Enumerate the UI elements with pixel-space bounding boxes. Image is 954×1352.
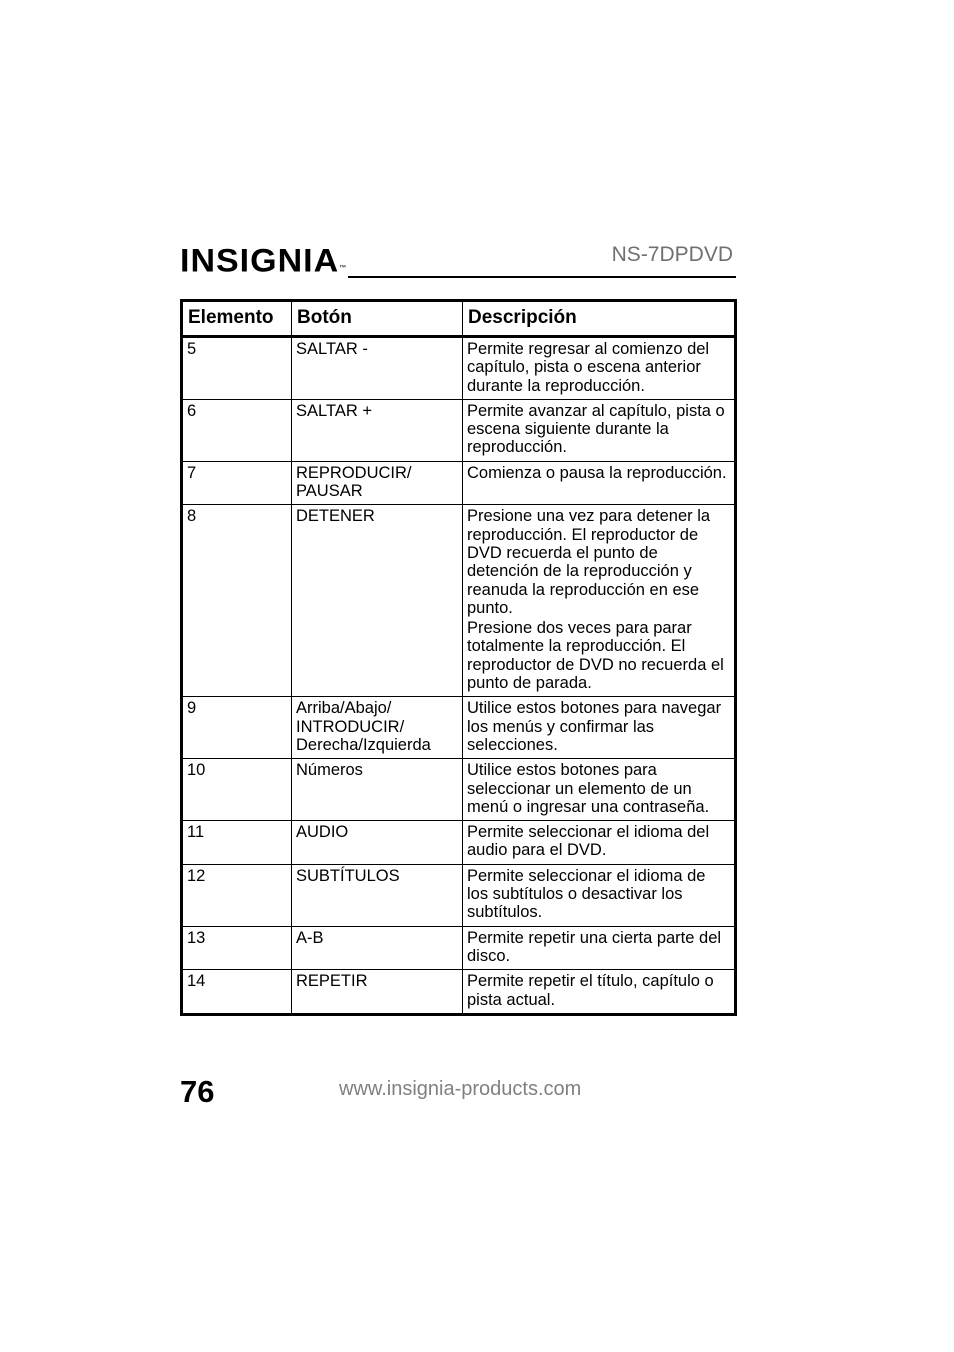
insignia-logo xyxy=(180,244,346,278)
button-description-table xyxy=(180,299,737,1016)
cell-elemento: 9 xyxy=(182,697,292,759)
table-body xyxy=(182,337,736,1015)
cell-boton: A-B xyxy=(292,926,463,970)
cell-boton: DETENER xyxy=(292,505,463,697)
table-header-row xyxy=(182,301,736,337)
page-number: 76 xyxy=(180,1074,215,1109)
table-row xyxy=(182,697,736,759)
model-number: NS-7DPDVD xyxy=(611,243,733,266)
cell-boton: REPRODUCIR/ PAUSAR xyxy=(292,461,463,505)
footer-url: www.insignia-products.com xyxy=(339,1078,582,1100)
description-paragraph: Utilice estos botones para navegar los menús y confirmar las selecciones. xyxy=(467,699,722,754)
cell-boton: REPETIR xyxy=(292,970,463,1015)
cell-elemento: 7 xyxy=(182,461,292,505)
cell-elemento: 13 xyxy=(182,926,292,970)
cell-elemento: 8 xyxy=(182,505,292,697)
cell-elemento: 10 xyxy=(182,759,292,821)
table-row xyxy=(182,399,736,461)
cell-boton: Números xyxy=(292,759,463,821)
description-paragraph: Comienza o pausa la reproducción. xyxy=(467,463,727,482)
cell-boton: SALTAR + xyxy=(292,399,463,461)
table-row xyxy=(182,461,736,505)
description-paragraph: Presione dos veces para parar totalmente la reproducción. El reproductor de DVD no recuerda el punto de parada. xyxy=(467,619,724,693)
table-row xyxy=(182,759,736,821)
logo-trademark: ™ xyxy=(339,264,347,272)
cell-elemento: 14 xyxy=(182,970,292,1015)
logo-text: INSIGNIA xyxy=(180,243,340,280)
cell-descripcion xyxy=(463,970,736,1015)
page-header xyxy=(180,238,736,282)
cell-boton: Arriba/Abajo/ INTRODUCIR/ Derecha/Izquierda xyxy=(292,697,463,759)
table-row xyxy=(182,970,736,1015)
table-row xyxy=(182,926,736,970)
cell-elemento: 6 xyxy=(182,399,292,461)
table-row xyxy=(182,821,736,865)
cell-descripcion xyxy=(463,864,736,926)
table-row xyxy=(182,505,736,697)
cell-boton: AUDIO xyxy=(292,821,463,865)
description-paragraph: Permite avanzar al capítulo, pista o escena siguiente durante la reproducción. xyxy=(467,401,725,457)
description-paragraph: Permite repetir el título, capítulo o pista actual. xyxy=(467,972,714,1009)
cell-descripcion xyxy=(463,697,736,759)
description-paragraph: Presione una vez para detener la reproducción. El reproductor de DVD recuerda el punto de detención de la reproducción y reanuda la reproducción en ese punto. xyxy=(467,507,711,617)
cell-boton: SUBTÍTULOS xyxy=(292,864,463,926)
description-paragraph: Utilice estos botones para seleccionar un elemento de un menú o ingresar una contraseña. xyxy=(467,761,710,816)
cell-descripcion xyxy=(463,759,736,821)
cell-descripcion xyxy=(463,337,736,400)
cell-elemento: 12 xyxy=(182,864,292,926)
cell-descripcion xyxy=(463,505,736,697)
cell-elemento: 5 xyxy=(182,337,292,400)
description-paragraph: Permite repetir una cierta parte del disco. xyxy=(467,928,722,965)
table-row xyxy=(182,337,736,400)
table-row xyxy=(182,864,736,926)
description-paragraph: Permite seleccionar el idioma del audio para el DVD. xyxy=(467,823,710,860)
cell-boton: SALTAR - xyxy=(292,337,463,400)
cell-descripcion xyxy=(463,821,736,865)
cell-elemento: 11 xyxy=(182,821,292,865)
description-paragraph: Permite regresar al comienzo del capítulo, pista o escena anterior durante la reproducción. xyxy=(467,340,710,395)
column-header-descripcion: Descripción xyxy=(463,301,736,337)
cell-descripcion xyxy=(463,399,736,461)
header-rule xyxy=(348,276,736,278)
column-header-elemento: Elemento xyxy=(182,301,292,337)
cell-descripcion xyxy=(463,926,736,970)
column-header-boton: Botón xyxy=(292,301,463,337)
cell-descripcion xyxy=(463,461,736,505)
description-paragraph: Permite seleccionar el idioma de los subtítulos o desactivar los subtítulos. xyxy=(467,866,706,922)
